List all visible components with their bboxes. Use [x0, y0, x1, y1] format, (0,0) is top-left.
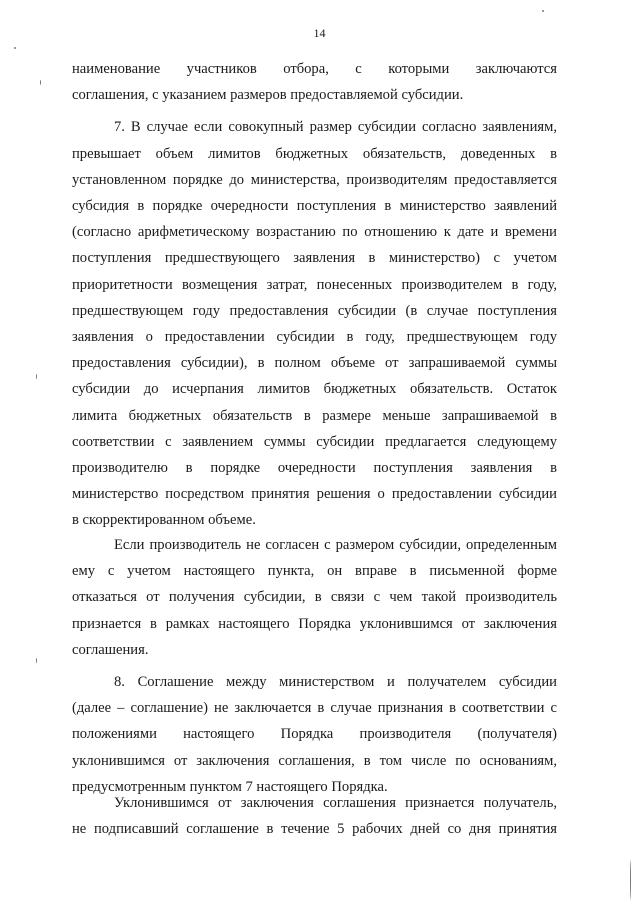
text-line: соответствии с заявлением суммы субсидии предлагается следующему [72, 433, 557, 450]
text-line: не подписавший соглашение в течение 5 рабочих дней со дня принятия [72, 821, 557, 838]
scan-speck [542, 10, 544, 12]
paragraph-intro [72, 56, 557, 108]
text-line: министерство посредством принятия решения о предоставлении субсидии [72, 486, 557, 503]
text-block-middle [72, 532, 557, 800]
text-line: субсидии до исчерпания лимитов бюджетных обязательств. Остаток [72, 381, 557, 398]
text-line: лимита бюджетных обязательств в размере меньше запрашиваемой в [72, 407, 557, 424]
scan-speck [40, 80, 41, 85]
text-line: превышает объем лимитов бюджетных обязательств, доведенных в [72, 145, 557, 162]
text-line: производителю в порядке очередности поступления заявления в [72, 460, 557, 477]
text-line: Уклонившимся от заключения соглашения признается получатель, [114, 795, 557, 811]
scan-speck [36, 658, 37, 663]
text-line: ему с учетом настоящего пункта, он вправе в письменной форме [72, 563, 557, 580]
page-number: 14 [313, 26, 326, 40]
paragraph-clause-8 [72, 669, 557, 800]
text-line: заявления о предоставлении субсидии в году, предшествующем году [72, 329, 557, 346]
scan-speck [14, 47, 16, 49]
text-line: признается в рамках настоящего Порядка уклонившимся от заключения [72, 615, 557, 632]
text-line: установленном порядке до министерства, производителям предоставляется [72, 171, 557, 188]
text-line: предоставления субсидии), в полном объеме от запрашиваемой суммы [72, 355, 557, 372]
text-line: приоритетности возмещения затрат, понесенных производителем в году, [72, 276, 557, 293]
text-line: Если производитель не согласен с размером субсидии, определенным [114, 537, 557, 553]
text-line: субсидия в порядке очередности поступления в министерство заявлений [72, 198, 557, 215]
text-line: предшествующем году предоставления субсидии (в случае поступления [72, 302, 557, 319]
text-line: наименование участников отбора, с которыми заключаются [72, 61, 557, 77]
scan-speck [630, 860, 631, 900]
text-block-bottom [72, 790, 557, 842]
text-line: поступления предшествующего заявления в министерство) с учетом [72, 250, 557, 267]
text-line: уклонившимся от заключения соглашения, в том числе по основаниям, [72, 752, 557, 769]
scan-speck [36, 374, 37, 379]
text-line: 7. В случае если совокупный размер субсидии согласно заявлениям, [114, 119, 557, 136]
paragraph-evasion [72, 790, 557, 842]
text-line: (согласно арифметическому возрастанию по отношению к дате и времени [72, 224, 557, 241]
text-line: соглашения, с указанием размеров предоставляемой субсидии. [72, 87, 464, 104]
text-line: 8. Соглашение между министерством и получателем субсидии [114, 674, 557, 691]
text-line: соглашения. [72, 641, 149, 658]
text-line: отказаться от получения субсидии, в связи с чем такой производитель [72, 589, 557, 606]
text-line: в скорректированном объеме. [72, 512, 256, 529]
text-line: положениями настоящего Порядка производителя (получателя) [72, 726, 557, 743]
paragraph-refusal [72, 532, 557, 663]
text-block-top [72, 56, 557, 534]
paragraph-clause-7 [72, 114, 557, 533]
text-line: предусмотренным пунктом 7 настоящего Порядка. [72, 778, 388, 795]
text-line: (далее – соглашение) не заключается в случае признания в соответствии с [72, 700, 557, 717]
